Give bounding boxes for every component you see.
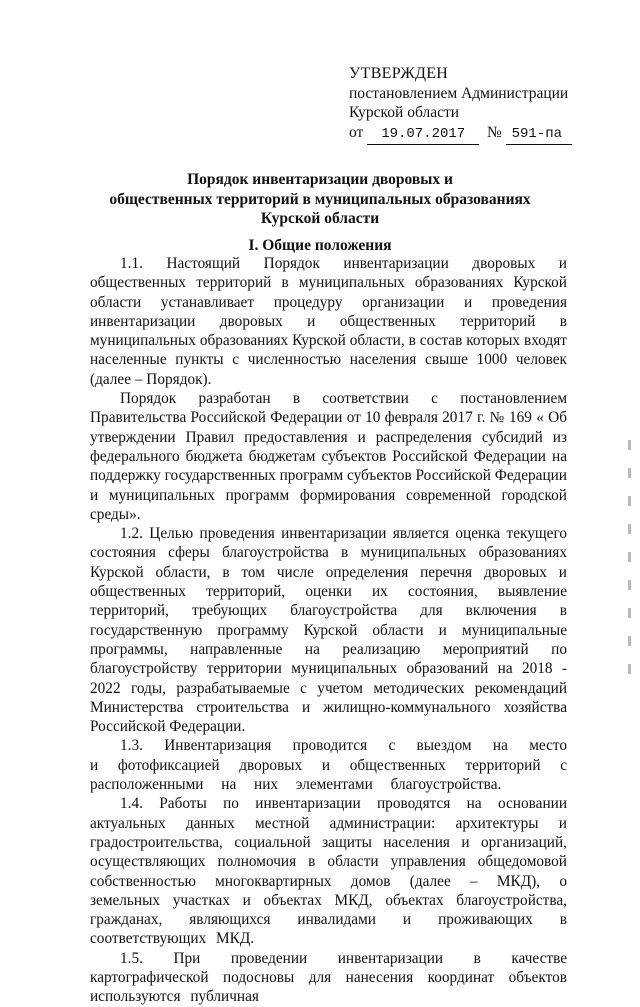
scan-mark [628, 664, 631, 674]
number-prefix: № [486, 123, 502, 141]
document-title [90, 170, 550, 229]
paragraph-1-4: 1.4. Работы по инвентаризации проводятся на основании актуальных данных местной администрации: архитектуры и градостроительства, социальной защиты населения и организаций, осуществляющих полномочия в области управления общедомовой собственностью многоквартирных домов (далее – МКД), о земельных участках и объектах МКД, объектах благоустройства, гражданах, являющихся инвалидами и проживающих в соответствующих МКД. [90, 795, 567, 948]
approval-date: 19.07.2017 [367, 125, 479, 146]
paragraph-basis: Порядок разработан в соответствии с постановлением Правительства Российской Федерации от 10 февраля 2017 г. № 169 « Об утверждении Правил предоставления и распределения субсидий из федерального бюджета бюджетам субъектов Российской Федерации на поддержку государственных программ субъектов Российской Федерации и муниципальных программ формирования современной городской среды». [90, 390, 567, 523]
paragraph-1-3: 1.3. Инвентаризация проводится с выездом на место и фотофиксацией дворовых и общественных территорий с расположенными на них элементами благоустройства. [90, 737, 567, 794]
title-line-2: общественных территорий в муниципальных образованиях [109, 190, 531, 208]
section-heading: I. Общие положения [248, 237, 392, 254]
document-body [90, 254, 567, 1007]
scan-mark [628, 440, 631, 450]
paragraph-1-2: 1.2. Целью проведения инвентаризации является оценка текущего состояния сферы благоустройства в муниципальных образованиях Курской области, в том числе определения перечня дворовых и общественных территорий, оценки их состояния, выявление территорий, требующих благоустройства для включения в государственную программу Курской области и муниципальные программы, направленные на реализацию мероприятий по благоустройству территории муниципальных образований на 2018 - 2022 годы, разрабатываемые с учетом методических рекомендаций Министерства строительства и жилищно-коммунального хозяйства Российской Федерации. [90, 525, 567, 736]
paragraph-1-5: 1.5. При проведении инвентаризации в качестве картографической подосновы для нанесения координат объектов используются публичная [90, 949, 567, 1006]
approval-date-line [349, 123, 609, 146]
scan-mark [628, 608, 631, 618]
approval-number: 591-па [506, 125, 572, 146]
scan-mark [628, 496, 631, 506]
paragraph-1-1: 1.1. Настоящий Порядок инвентаризации дворовых и общественных территорий в муниципальных образованиях Курской области устанавливает процедуру организации и проведения инвентаризации дворовых и общественных территорий в муниципальных образованиях Курской области, в состав которых входят населенные пункты с численностью населения свыше 1000 человек (далее – Порядок). [90, 255, 567, 388]
title-line-1: Порядок инвентаризации дворовых и [187, 171, 453, 188]
scan-margin-marks [628, 440, 634, 700]
approved-by-line: постановлением Администрации [349, 84, 569, 102]
scan-mark [628, 552, 631, 562]
scan-mark [628, 468, 631, 478]
approval-block [349, 64, 609, 145]
scan-mark [628, 636, 631, 646]
scan-mark [628, 524, 631, 534]
approved-region-line: Курской области [349, 104, 460, 121]
date-prefix: от [349, 123, 364, 141]
scan-mark [628, 580, 631, 590]
approved-label: УТВЕРЖДЕН [349, 65, 449, 82]
title-line-3: Курской области [260, 210, 380, 227]
